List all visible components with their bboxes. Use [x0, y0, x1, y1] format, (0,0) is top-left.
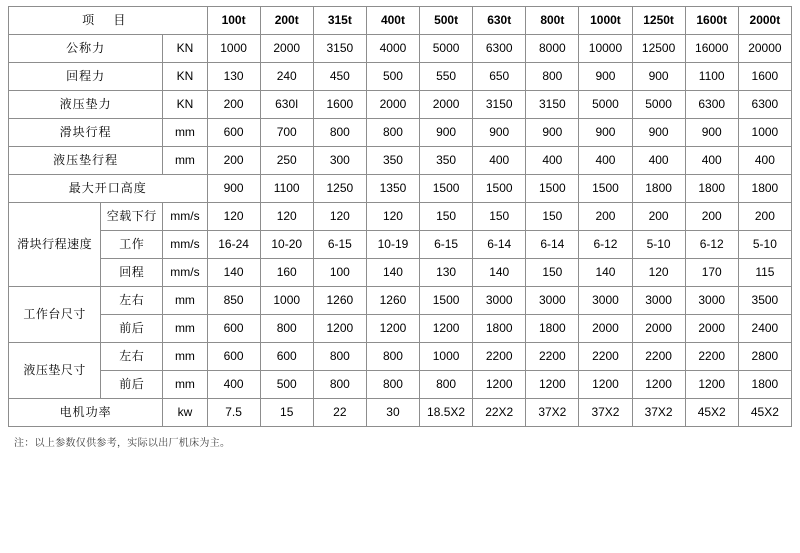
- row-label: 公称力: [9, 35, 163, 63]
- cell-value: 6300: [738, 91, 791, 119]
- table-row: [9, 63, 792, 91]
- cell-value: 10-19: [366, 231, 419, 259]
- cell-value: 200: [738, 203, 791, 231]
- cell-value: 1100: [685, 63, 738, 91]
- cell-value: 5000: [632, 91, 685, 119]
- row-unit: KN: [163, 91, 207, 119]
- cell-value: 140: [579, 259, 632, 287]
- header-model: 500t: [420, 7, 473, 35]
- cell-value: 120: [313, 203, 366, 231]
- cell-value: 3150: [473, 91, 526, 119]
- cell-value: 550: [420, 63, 473, 91]
- cell-value: 1200: [526, 371, 579, 399]
- cell-value: 6-15: [313, 231, 366, 259]
- cell-value: 900: [579, 119, 632, 147]
- row-label: 电机功率: [9, 399, 163, 427]
- sub-label: 回程: [101, 259, 163, 287]
- cell-value: 1800: [473, 315, 526, 343]
- cell-value: 150: [526, 203, 579, 231]
- cell-value: 2000: [685, 315, 738, 343]
- header-model: 800t: [526, 7, 579, 35]
- cell-value: 3500: [738, 287, 791, 315]
- table-header-row: [9, 7, 792, 35]
- cell-value: 350: [366, 147, 419, 175]
- cell-value: 5-10: [738, 231, 791, 259]
- cell-value: 450: [313, 63, 366, 91]
- cell-value: 1600: [738, 63, 791, 91]
- cell-value: 37X2: [579, 399, 632, 427]
- cell-value: 130: [207, 63, 260, 91]
- footnote: 注：以上参数仅供参考，实际以出厂机床为主。: [14, 438, 231, 449]
- cell-value: 150: [473, 203, 526, 231]
- row-label: 液压垫行程: [9, 147, 163, 175]
- cell-value: 800: [260, 315, 313, 343]
- header-model: 100t: [207, 7, 260, 35]
- header-model: 400t: [366, 7, 419, 35]
- cell-value: 200: [579, 203, 632, 231]
- table-row: [9, 231, 792, 259]
- table-row: [9, 315, 792, 343]
- cell-value: 6300: [685, 91, 738, 119]
- cell-value: 200: [207, 147, 260, 175]
- cell-value: 10000: [579, 35, 632, 63]
- cell-value: 37X2: [526, 399, 579, 427]
- cell-value: 6-14: [473, 231, 526, 259]
- header-model: 200t: [260, 7, 313, 35]
- cell-value: 120: [632, 259, 685, 287]
- cell-value: 700: [260, 119, 313, 147]
- cell-value: 1200: [366, 315, 419, 343]
- row-unit: mm: [163, 343, 207, 371]
- cell-value: 650: [473, 63, 526, 91]
- table-row: [9, 399, 792, 427]
- row-unit: mm: [163, 315, 207, 343]
- cell-value: 1000: [207, 35, 260, 63]
- cell-value: 400: [207, 371, 260, 399]
- cell-value: 7.5: [207, 399, 260, 427]
- sub-label: 空载下行: [101, 203, 163, 231]
- cell-value: 400: [738, 147, 791, 175]
- sub-label: 左右: [101, 287, 163, 315]
- cell-value: 8000: [526, 35, 579, 63]
- cell-value: 2800: [738, 343, 791, 371]
- cell-value: 2000: [420, 91, 473, 119]
- sub-label: 工作: [101, 231, 163, 259]
- cell-value: 400: [685, 147, 738, 175]
- cell-value: 600: [207, 315, 260, 343]
- table-row: [9, 35, 792, 63]
- cell-value: 1250: [313, 175, 366, 203]
- table-row: [9, 287, 792, 315]
- cell-value: 1200: [579, 371, 632, 399]
- cell-value: 1500: [526, 175, 579, 203]
- cell-value: 150: [420, 203, 473, 231]
- row-label: 滑块行程: [9, 119, 163, 147]
- cell-value: 800: [366, 119, 419, 147]
- cell-value: 2000: [260, 35, 313, 63]
- cell-value: 6-12: [685, 231, 738, 259]
- cell-value: 200: [632, 203, 685, 231]
- cell-value: 350: [420, 147, 473, 175]
- header-model: 1600t: [685, 7, 738, 35]
- cell-value: 200: [685, 203, 738, 231]
- cell-value: 130: [420, 259, 473, 287]
- table-row: [9, 119, 792, 147]
- row-label: 液压垫力: [9, 91, 163, 119]
- cell-value: 2000: [632, 315, 685, 343]
- cell-value: 120: [207, 203, 260, 231]
- cell-value: 500: [260, 371, 313, 399]
- cell-value: 600: [207, 343, 260, 371]
- cell-value: 16-24: [207, 231, 260, 259]
- row-label: 回程力: [9, 63, 163, 91]
- cell-value: 150: [526, 259, 579, 287]
- specification-table: [8, 6, 792, 427]
- cell-value: 1200: [420, 315, 473, 343]
- sub-label: 前后: [101, 315, 163, 343]
- row-unit: mm: [163, 119, 207, 147]
- cell-value: 1800: [526, 315, 579, 343]
- cell-value: 6-14: [526, 231, 579, 259]
- cell-value: 3000: [579, 287, 632, 315]
- cell-value: 1000: [260, 287, 313, 315]
- cell-value: 900: [632, 63, 685, 91]
- row-unit: mm/s: [163, 231, 207, 259]
- cell-value: 1100: [260, 175, 313, 203]
- cell-value: 900: [632, 119, 685, 147]
- cell-value: 2200: [685, 343, 738, 371]
- cell-value: 3000: [473, 287, 526, 315]
- cell-value: 800: [313, 343, 366, 371]
- header-model: 1000t: [579, 7, 632, 35]
- cell-value: 10-20: [260, 231, 313, 259]
- cell-value: 800: [420, 371, 473, 399]
- table-row: [9, 175, 792, 203]
- cell-value: 1200: [632, 371, 685, 399]
- cell-value: 18.5X2: [420, 399, 473, 427]
- cell-value: 1200: [313, 315, 366, 343]
- sub-label: 左右: [101, 343, 163, 371]
- cell-value: 3000: [685, 287, 738, 315]
- group-label: 液压垫尺寸: [9, 343, 101, 399]
- cell-value: 900: [207, 175, 260, 203]
- cell-value: 630ǀ: [260, 91, 313, 119]
- cell-value: 600: [260, 343, 313, 371]
- cell-value: 120: [366, 203, 419, 231]
- cell-value: 800: [313, 371, 366, 399]
- cell-value: 300: [313, 147, 366, 175]
- cell-value: 500: [366, 63, 419, 91]
- cell-value: 1200: [473, 371, 526, 399]
- cell-value: 3000: [526, 287, 579, 315]
- cell-value: 5-10: [632, 231, 685, 259]
- cell-value: 200: [207, 91, 260, 119]
- cell-value: 250: [260, 147, 313, 175]
- cell-value: 1000: [738, 119, 791, 147]
- header-model: 1250t: [632, 7, 685, 35]
- cell-value: 900: [579, 63, 632, 91]
- table-row: [9, 147, 792, 175]
- cell-value: 1000: [420, 343, 473, 371]
- cell-value: 1800: [738, 371, 791, 399]
- row-unit: kw: [163, 399, 207, 427]
- cell-value: 1260: [366, 287, 419, 315]
- cell-value: 1500: [579, 175, 632, 203]
- row-unit: KN: [163, 35, 207, 63]
- cell-value: 115: [738, 259, 791, 287]
- header-model: 630t: [473, 7, 526, 35]
- cell-value: 900: [526, 119, 579, 147]
- cell-value: 1500: [420, 175, 473, 203]
- cell-value: 1800: [685, 175, 738, 203]
- cell-value: 2400: [738, 315, 791, 343]
- sub-label: 前后: [101, 371, 163, 399]
- cell-value: 2000: [366, 91, 419, 119]
- header-model: 315t: [313, 7, 366, 35]
- cell-value: 400: [632, 147, 685, 175]
- cell-value: 1600: [313, 91, 366, 119]
- cell-value: 140: [366, 259, 419, 287]
- cell-value: 800: [526, 63, 579, 91]
- row-unit: mm/s: [163, 203, 207, 231]
- cell-value: 900: [420, 119, 473, 147]
- row-unit: mm: [163, 147, 207, 175]
- cell-value: 2200: [632, 343, 685, 371]
- table-row: [9, 343, 792, 371]
- cell-value: 2200: [473, 343, 526, 371]
- cell-value: 3150: [313, 35, 366, 63]
- cell-value: 2200: [526, 343, 579, 371]
- cell-value: 1800: [632, 175, 685, 203]
- cell-value: 5000: [420, 35, 473, 63]
- cell-value: 3000: [632, 287, 685, 315]
- cell-value: 1200: [685, 371, 738, 399]
- cell-value: 120: [260, 203, 313, 231]
- cell-value: 160: [260, 259, 313, 287]
- row-label: 最大开口高度: [9, 175, 208, 203]
- header-model: 2000t: [738, 7, 791, 35]
- cell-value: 3150: [526, 91, 579, 119]
- row-unit: mm: [163, 371, 207, 399]
- cell-value: 170: [685, 259, 738, 287]
- cell-value: 900: [685, 119, 738, 147]
- cell-value: 20000: [738, 35, 791, 63]
- cell-value: 800: [366, 343, 419, 371]
- cell-value: 900: [473, 119, 526, 147]
- cell-value: 37X2: [632, 399, 685, 427]
- table-row: [9, 371, 792, 399]
- cell-value: 400: [579, 147, 632, 175]
- cell-value: 45X2: [738, 399, 791, 427]
- cell-value: 15: [260, 399, 313, 427]
- header-item-label: 项 目: [9, 7, 208, 35]
- row-unit: KN: [163, 63, 207, 91]
- cell-value: 240: [260, 63, 313, 91]
- cell-value: 1260: [313, 287, 366, 315]
- group-label: 滑块行程速度: [9, 203, 101, 287]
- cell-value: 45X2: [685, 399, 738, 427]
- cell-value: 800: [313, 119, 366, 147]
- cell-value: 140: [207, 259, 260, 287]
- cell-value: 400: [526, 147, 579, 175]
- cell-value: 6-15: [420, 231, 473, 259]
- cell-value: 140: [473, 259, 526, 287]
- cell-value: 600: [207, 119, 260, 147]
- cell-value: 1350: [366, 175, 419, 203]
- cell-value: 6300: [473, 35, 526, 63]
- group-label: 工作台尺寸: [9, 287, 101, 343]
- cell-value: 2000: [579, 315, 632, 343]
- cell-value: 1800: [738, 175, 791, 203]
- cell-value: 4000: [366, 35, 419, 63]
- cell-value: 6-12: [579, 231, 632, 259]
- table-row: [9, 91, 792, 119]
- cell-value: 16000: [685, 35, 738, 63]
- cell-value: 400: [473, 147, 526, 175]
- table-row: [9, 259, 792, 287]
- row-unit: mm: [163, 287, 207, 315]
- cell-value: 2200: [579, 343, 632, 371]
- cell-value: 800: [366, 371, 419, 399]
- cell-value: 5000: [579, 91, 632, 119]
- cell-value: 22: [313, 399, 366, 427]
- cell-value: 1500: [420, 287, 473, 315]
- row-unit: mm/s: [163, 259, 207, 287]
- cell-value: 12500: [632, 35, 685, 63]
- cell-value: 1500: [473, 175, 526, 203]
- cell-value: 30: [366, 399, 419, 427]
- cell-value: 100: [313, 259, 366, 287]
- table-row: [9, 203, 792, 231]
- cell-value: 22X2: [473, 399, 526, 427]
- cell-value: 850: [207, 287, 260, 315]
